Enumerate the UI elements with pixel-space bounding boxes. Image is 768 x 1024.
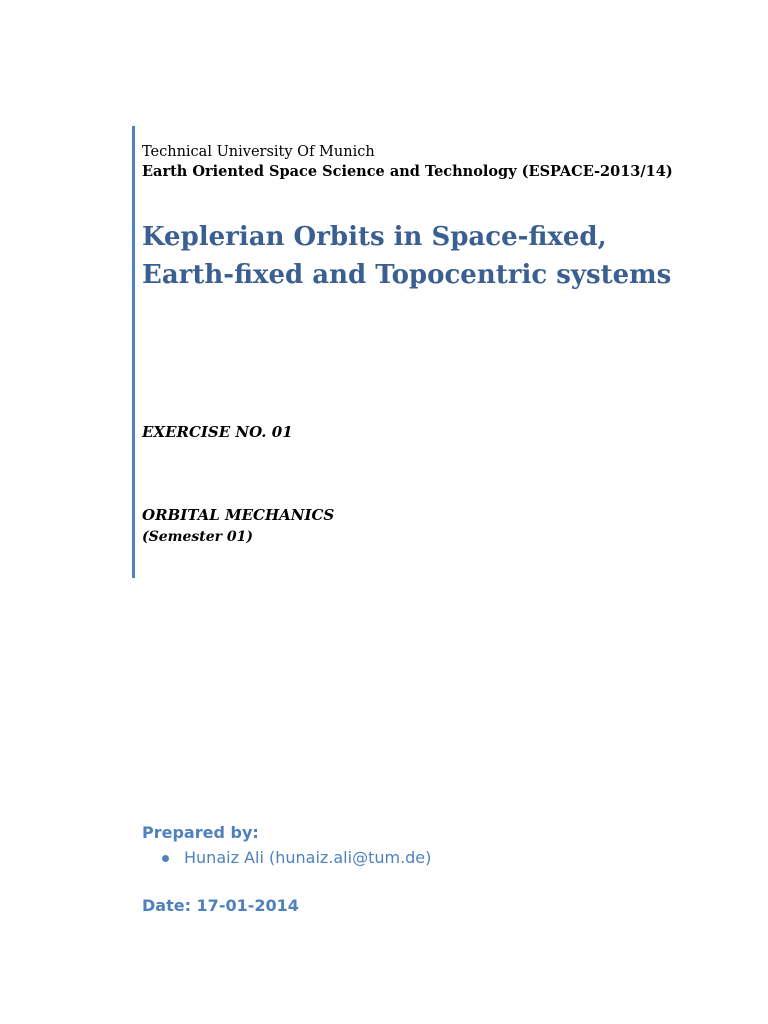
document-date: Date: 17-01-2014 — [142, 896, 299, 915]
institution-name: Technical University Of Munich — [142, 144, 375, 160]
bullet-icon — [162, 855, 169, 862]
author-name: Hunaiz Ali (hunaiz.ali@tum.de) — [184, 848, 432, 867]
title-line-2: Earth-fixed and Topocentric systems — [142, 260, 672, 290]
author-list-item — [162, 847, 431, 869]
document-title — [142, 218, 702, 294]
exercise-number: EXERCISE NO. 01 — [142, 423, 293, 441]
program-name: Earth Oriented Space Science and Technology (ESPACE-2013/14) — [142, 163, 673, 180]
semester-label: (Semester 01) — [142, 529, 253, 545]
prepared-by-label: Prepared by: — [142, 823, 259, 842]
title-line-1: Keplerian Orbits in Space-fixed, — [142, 222, 607, 252]
vertical-accent-rule — [132, 126, 135, 578]
course-name: ORBITAL MECHANICS — [142, 506, 335, 524]
